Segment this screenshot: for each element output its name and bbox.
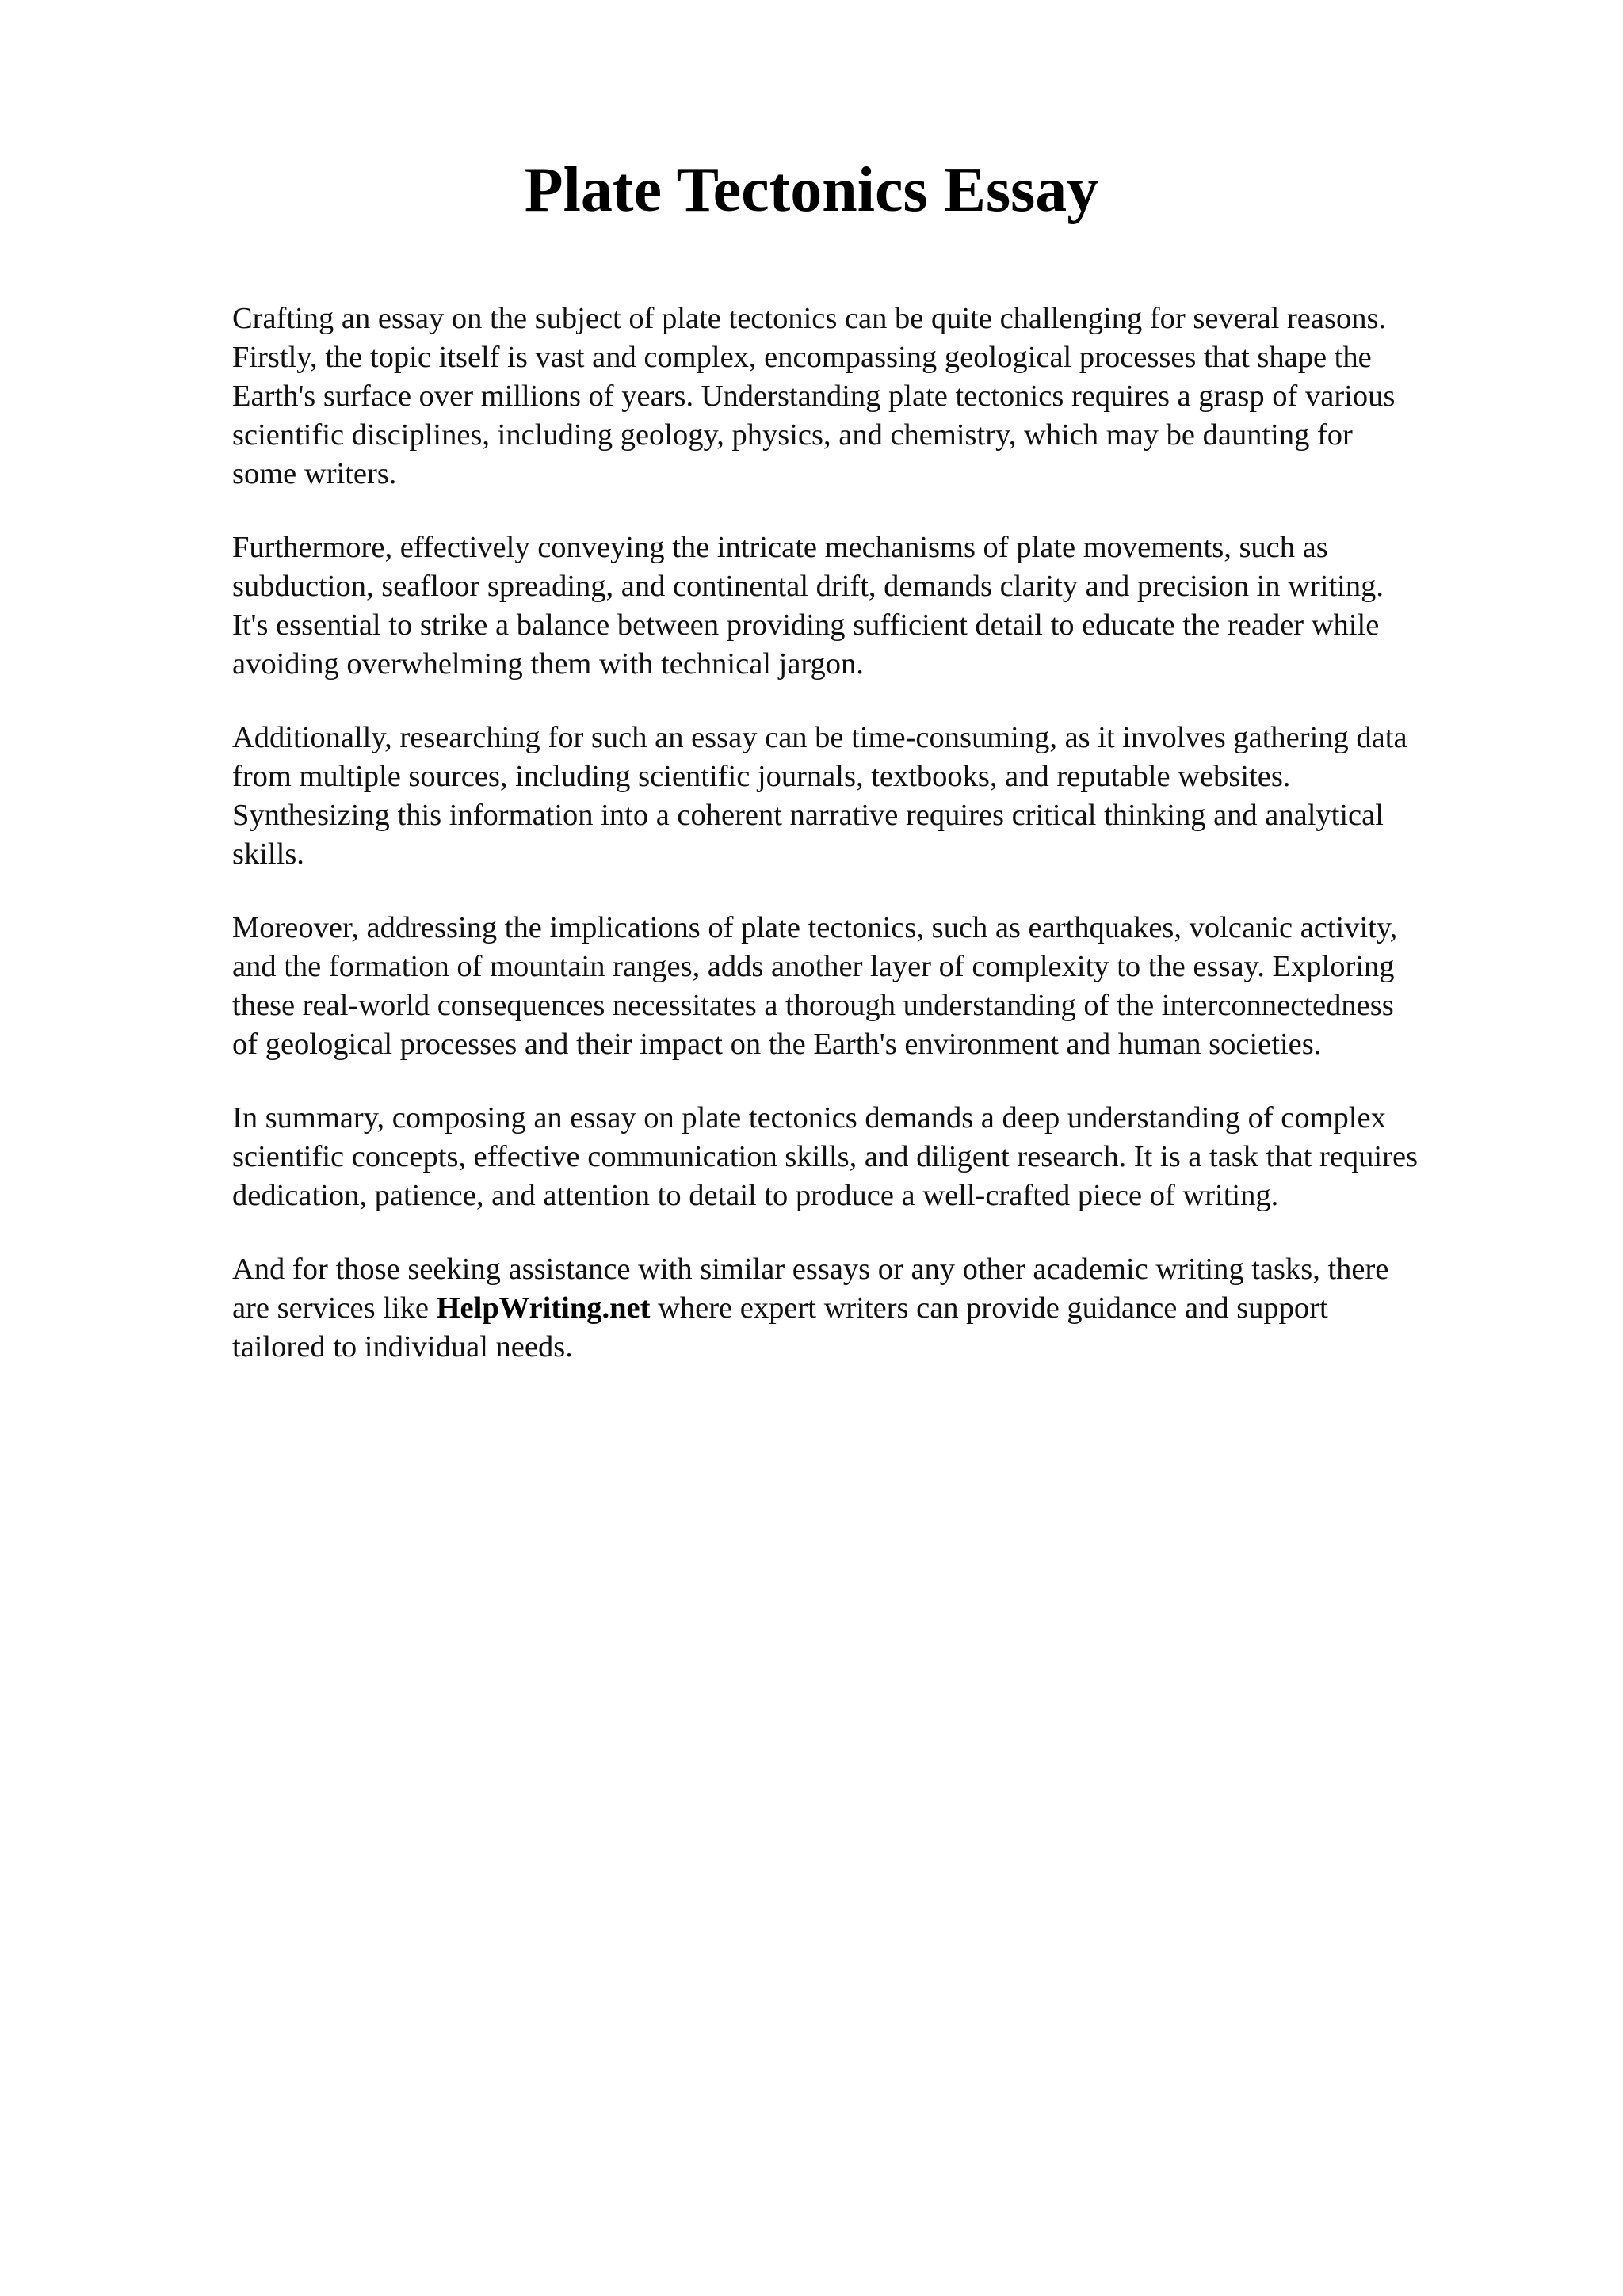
paragraph-4 <box>232 909 1532 1064</box>
paragraph-line: Synthesizing this information into a coherent narrative requires critical thinking and analytical <box>232 799 1384 832</box>
paragraph-2 <box>232 528 1532 684</box>
paragraph-line: Crafting an essay on the subject of plate tectonics can be quite challenging for several reasons. <box>232 302 1387 335</box>
paragraph-line: In summary, composing an essay on plate tectonics demands a deep understanding of complex <box>232 1101 1386 1135</box>
paragraph-line: some writers. <box>232 457 397 490</box>
paragraph-line: of geological processes and their impact on the Earth's environment and human societies. <box>232 1028 1322 1061</box>
helpwriting-brand-name: HelpWriting.net <box>436 1291 651 1325</box>
document-title: Plate Tectonics Essay <box>524 155 1099 225</box>
paragraph-line-with-brand <box>232 1289 1532 1328</box>
paragraph-line: Additionally, researching for such an essay can be time-consuming, as it involves gathering data <box>232 721 1407 754</box>
paragraph-5 <box>232 1099 1532 1215</box>
paragraph-line: these real-world consequences necessitates a thorough understanding of the interconnectedness <box>232 989 1394 1022</box>
paragraph-line: dedication, patience, and attention to detail to produce a well-crafted piece of writing. <box>232 1179 1279 1212</box>
paragraph-line: subduction, seafloor spreading, and continental drift, demands clarity and precision in writing. <box>232 570 1384 603</box>
essay-body <box>232 299 1532 1402</box>
paragraph-line: Firstly, the topic itself is vast and complex, encompassing geological processes that shape the <box>232 341 1372 374</box>
paragraph-line: It's essential to strike a balance between providing sufficient detail to educate the reader while <box>232 608 1380 642</box>
paragraph-line: skills. <box>232 837 304 871</box>
paragraph-6 <box>232 1250 1532 1367</box>
paragraph-1 <box>232 299 1532 494</box>
paragraph-3 <box>232 719 1532 874</box>
paragraph-line: And for those seeking assistance with similar essays or any other academic writing tasks, there <box>232 1253 1389 1286</box>
paragraph-line: and the formation of mountain ranges, adds another layer of complexity to the essay. Exploring <box>232 950 1395 983</box>
line-text-after-brand: where expert writers can provide guidance and support <box>650 1291 1328 1325</box>
paragraph-line: Moreover, addressing the implications of plate tectonics, such as earthquakes, volcanic activity, <box>232 911 1398 944</box>
paragraph-line: tailored to individual needs. <box>232 1330 573 1363</box>
paragraph-line: scientific disciplines, including geology, physics, and chemistry, which may be daunting for <box>232 418 1353 452</box>
line-text-before-brand: are services like <box>232 1291 437 1325</box>
paragraph-line: avoiding overwhelming them with technical jargon. <box>232 647 864 681</box>
paragraph-line: from multiple sources, including scientific journals, textbooks, and reputable websites. <box>232 760 1291 793</box>
paragraph-line: Furthermore, effectively conveying the intricate mechanisms of plate movements, such as <box>232 531 1328 564</box>
paragraph-line: Earth's surface over millions of years. Understanding plate tectonics requires a grasp of various <box>232 379 1396 413</box>
paragraph-line: scientific concepts, effective communication skills, and diligent research. It is a task that requires <box>232 1140 1419 1173</box>
